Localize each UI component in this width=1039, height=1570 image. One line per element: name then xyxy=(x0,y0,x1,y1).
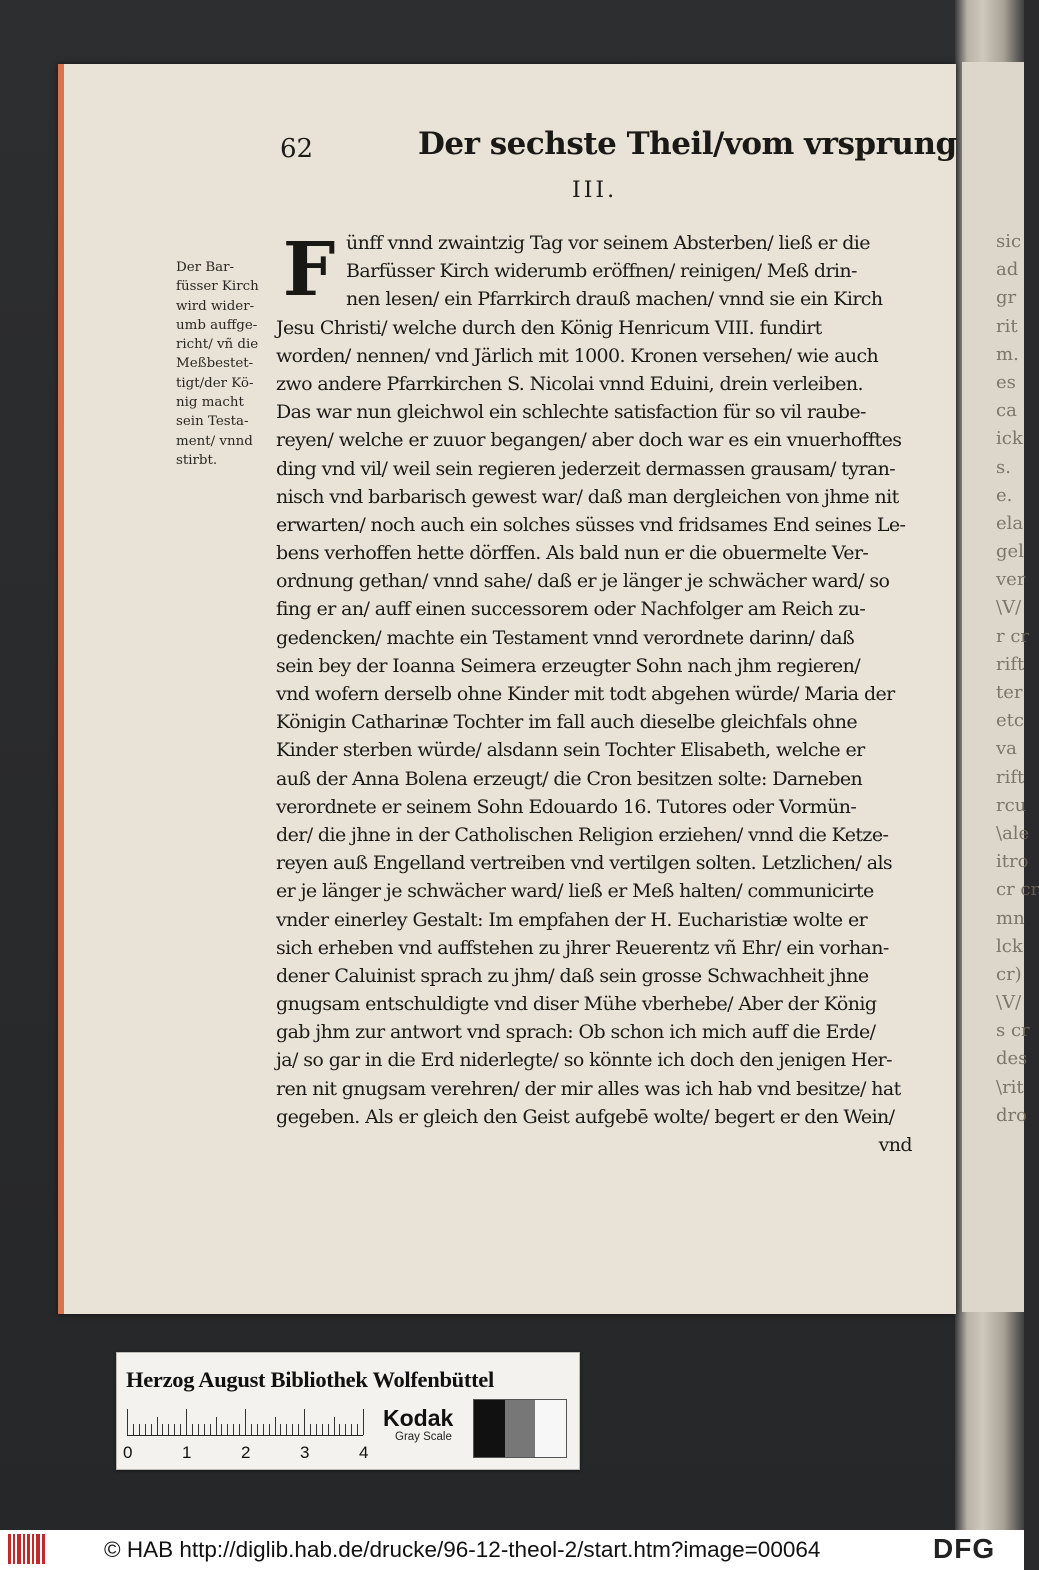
marginal-note-line: füsser Kirch xyxy=(176,279,259,295)
ruler-tick xyxy=(127,1409,128,1435)
marginal-note-line: tigt/der Kö- xyxy=(176,375,254,391)
next-page-fragment: s cr xyxy=(996,1020,1030,1042)
next-page-fragment: ter xyxy=(996,682,1023,703)
next-page-fragment: \rit xyxy=(996,1076,1024,1098)
next-page-fragment: gel xyxy=(996,541,1024,563)
gray-patch xyxy=(505,1400,536,1457)
body-text-line: der/ die jhne in der Catholischen Religion erziehen/ vnnd die Ketze- xyxy=(276,823,889,846)
ruler-tick xyxy=(162,1424,163,1435)
ruler-number: 3 xyxy=(300,1443,310,1462)
ruler-tick xyxy=(345,1424,346,1435)
marginal-note-line: richt/ vñ die xyxy=(176,337,259,353)
next-page-fragment: dro xyxy=(996,1104,1027,1126)
next-page-fragment: etc xyxy=(996,710,1024,732)
ruler-tick xyxy=(233,1424,234,1435)
next-page-fragment: itro xyxy=(996,851,1029,873)
marginal-note-line: stirbt. xyxy=(176,452,218,468)
body-text-line: er je länger je schwächer ward/ ließ er Meß halten/ communicirte xyxy=(276,880,874,903)
next-page-fragment: lck xyxy=(996,935,1023,957)
gray-scale-patches xyxy=(473,1399,567,1458)
next-page-fragment: e. xyxy=(996,484,1013,506)
next-page-fragment: m. xyxy=(996,343,1019,365)
marginal-note-line: Der Bar- xyxy=(176,260,235,275)
ruler-tick xyxy=(351,1424,352,1435)
next-page-fragment: va xyxy=(996,738,1017,760)
ruler-tick xyxy=(328,1424,329,1435)
ruler-tick xyxy=(357,1424,358,1435)
ruler-tick xyxy=(157,1417,158,1435)
ruler-tick xyxy=(334,1417,335,1435)
body-text-line: gnugsam entschuldigte vnd diser Mühe vberhebe/ Aber der König xyxy=(276,993,877,1016)
ruler-tick xyxy=(145,1424,146,1435)
next-page-fragment: cr cr xyxy=(996,879,1039,901)
body-text-line: sich erheben vnd auffstehen zu jhrer Reuerentz vñ Ehr/ ein vorhan- xyxy=(276,936,889,959)
ruler-tick xyxy=(363,1409,364,1435)
ruler-tick xyxy=(257,1424,258,1435)
ruler-tick xyxy=(316,1424,317,1435)
next-page-fragment: s. xyxy=(996,456,1011,478)
next-page-fragment: cr) xyxy=(996,963,1022,985)
gray-scale-label: Gray Scale xyxy=(395,1431,452,1443)
ruler-tick xyxy=(304,1409,305,1435)
body-text-line: nen lesen/ ein Pfarrkirch drauß machen/ vnnd sie ein Kirch xyxy=(346,288,883,311)
ruler-tick xyxy=(133,1424,134,1435)
ruler-tick xyxy=(310,1424,311,1435)
next-page-fragment: gr xyxy=(996,287,1017,309)
body-text xyxy=(276,229,920,1159)
body-text-line: ren nit gnugsam verehren/ der mir alles was ich hab vnd besitze/ hat xyxy=(276,1077,901,1100)
body-text-line: Kinder sterben würde/ alsdann sein Tochter Elisabeth, welche er xyxy=(276,739,865,762)
ruler-tick xyxy=(339,1424,340,1435)
next-page-fragment: \ale xyxy=(996,822,1030,844)
body-text-line: worden/ nennen/ vnd Järlich mit 1000. Kronen versehen/ wie auch xyxy=(276,344,879,367)
body-text-line: gedencken/ machte ein Testament vnnd verordnete darinn/ daß xyxy=(276,626,855,649)
ruler-tick xyxy=(322,1424,323,1435)
next-page-fragment: rift xyxy=(996,653,1025,675)
next-page-fragment: des xyxy=(996,1048,1028,1070)
marginal-note-line: wird wider- xyxy=(176,298,255,314)
library-name: Herzog August Bibliothek Wolfenbüttel xyxy=(126,1367,494,1392)
next-page-fragment: rcu xyxy=(996,794,1027,816)
marginal-note-line: nig macht xyxy=(176,395,244,411)
library-color-card xyxy=(116,1352,580,1470)
ruler-tick xyxy=(198,1424,199,1435)
ruler-tick xyxy=(221,1424,222,1435)
body-text-line: ordnung gethan/ vnnd sahe/ daß er je länger je schwächer ward/ so xyxy=(276,570,890,593)
barcode-icon xyxy=(8,1532,46,1566)
body-text-line: Jesu Christi/ welche durch den König Henricum VIII. fundirt xyxy=(276,316,822,339)
ruler-scale xyxy=(127,1407,363,1436)
body-text-line: nisch vnd barbarisch gewest war/ daß man dergleichen von jhme nit xyxy=(276,485,899,508)
section-number: III. xyxy=(572,178,618,203)
ruler-tick xyxy=(298,1424,299,1435)
body-text-line: vnd wofern derselb ohne Kinder mit todt abgehen würde/ Maria der xyxy=(276,683,895,705)
ruler-tick xyxy=(216,1417,217,1435)
initial-letter: F xyxy=(282,227,336,313)
dfg-logo: DFG xyxy=(933,1533,996,1564)
next-page-fragment: r cr xyxy=(996,625,1030,647)
gray-patch xyxy=(535,1400,566,1457)
next-page-sliver xyxy=(962,62,1039,1312)
ruler-number: 1 xyxy=(182,1443,192,1462)
body-text-line: ding vnd vil/ weil sein regieren jederzeit dermassen grausam/ tyran- xyxy=(276,457,896,480)
body-text-line: ünff vnnd zwaintzig Tag vor seinem Absterben/ ließ er die xyxy=(346,232,870,254)
body-text-line: vnder einerley Gestalt: Im empfahen der H. Eucharistiæ wolte er xyxy=(276,908,868,931)
ruler-tick xyxy=(275,1417,276,1435)
ruler-tick xyxy=(139,1424,140,1435)
body-text-line: erwarten/ noch auch ein solches süsses vnd fridsames End seines Le- xyxy=(276,513,906,536)
ruler-tick xyxy=(210,1424,211,1435)
ruler-tick xyxy=(151,1424,152,1435)
page-number: 62 xyxy=(280,134,314,164)
ruler-tick xyxy=(280,1424,281,1435)
marginal-note-line: umb auffge- xyxy=(176,317,258,333)
next-page-fragment: ver xyxy=(996,569,1026,591)
body-text-line: sein bey der Ioanna Seimera erzeugter Sohn nach jhm regieren/ xyxy=(276,654,861,677)
next-page-fragment: \V/ xyxy=(996,992,1022,1014)
body-text-line: gegeben. Als er gleich den Geist aufgebē wolte/ begert er den Wein/ xyxy=(276,1105,895,1128)
marginal-note-line: sein Testa- xyxy=(176,414,249,430)
gray-patch xyxy=(474,1400,505,1457)
body-text-line: fing er an/ auff einen successorem oder Nachfolger am Reich zu- xyxy=(276,598,866,621)
next-page-fragment: rit xyxy=(996,315,1018,337)
body-text-line: Das war nun gleichwol ein schlechte satisfaction für so vil raube- xyxy=(276,401,866,424)
footer-source-link[interactable]: © HAB http://diglib.hab.de/drucke/96-12-theol-2/start.htm?image=00064 xyxy=(104,1537,821,1562)
next-page-fragment: es xyxy=(996,371,1016,393)
next-page-fragment: sic xyxy=(996,231,1022,252)
ruler-tick xyxy=(180,1424,181,1435)
ruler-number: 0 xyxy=(123,1443,133,1462)
ruler-number: 4 xyxy=(359,1443,369,1462)
ruler-tick xyxy=(227,1424,228,1435)
ruler-tick xyxy=(292,1424,293,1435)
kodak-brand: Kodak xyxy=(383,1405,454,1431)
next-page-fragment: ick xyxy=(996,428,1023,450)
body-text-line: Königin Catharinæ Tochter im fall auch dieselbe gleichfals ohne xyxy=(276,711,858,734)
next-page-fragment: \V/ xyxy=(996,597,1022,619)
body-text-line: bens verhoffen hette dörffen. Als bald nun er die obuermelte Ver- xyxy=(276,542,869,565)
marginal-note-line: ment/ vnnd xyxy=(176,433,253,449)
ruler-tick xyxy=(245,1409,246,1435)
ruler-tick xyxy=(192,1424,193,1435)
next-page-fragment: rift xyxy=(996,766,1025,788)
ruler-tick xyxy=(186,1409,187,1435)
ruler-tick xyxy=(174,1424,175,1435)
marginal-note xyxy=(176,258,276,470)
body-text-line: gab jhm zur antwort vnd sprach: Ob schon ich mich auff die Erde/ xyxy=(276,1021,876,1044)
ruler-tick xyxy=(239,1424,240,1435)
next-page-fragment: ela xyxy=(996,512,1024,534)
catchword: vnd xyxy=(878,1134,912,1156)
body-text-line: verordnete er seinem Sohn Edouardo 16. Tutores oder Vormün- xyxy=(276,795,857,818)
body-text-line: Barfüsser Kirch widerumb eröffnen/ reinigen/ Meß drin- xyxy=(346,260,857,283)
body-text-line: ja/ so gar in die Erd niderlegte/ so könnte ich doch den jenigen Her- xyxy=(276,1049,892,1072)
running-head: Der sechste Theil/vom vrsprung xyxy=(418,126,957,162)
body-text-line: auß der Anna Bolena erzeugt/ die Cron besitzen solte: Darneben xyxy=(276,767,863,790)
ruler-tick xyxy=(263,1424,264,1435)
body-text-line: reyen auß Engelland vertreiben vnd vertilgen solten. Letzlichen/ als xyxy=(276,852,893,875)
marginal-note-line: Meßbestet- xyxy=(176,356,254,372)
next-page-fragment: ca xyxy=(996,400,1017,422)
ruler-tick xyxy=(269,1424,270,1435)
ruler-tick xyxy=(251,1424,252,1435)
ruler-tick xyxy=(204,1424,205,1435)
body-text-line: zwo andere Pfarrkirchen S. Nicolai vnnd Eduini, drein verleiben. xyxy=(276,372,863,395)
next-page-fragment: mn xyxy=(996,907,1025,929)
ruler-tick xyxy=(168,1424,169,1435)
ruler-tick xyxy=(286,1424,287,1435)
next-page-fragment: ad xyxy=(996,259,1019,281)
body-text-line: dener Caluinist sprach zu jhm/ daß sein grosse Schwachheit jhne xyxy=(276,964,869,987)
body-text-line: reyen/ welche er zuuor begangen/ aber doch war es ein vnuerhofftes xyxy=(276,429,902,452)
ruler-number: 2 xyxy=(241,1443,251,1462)
